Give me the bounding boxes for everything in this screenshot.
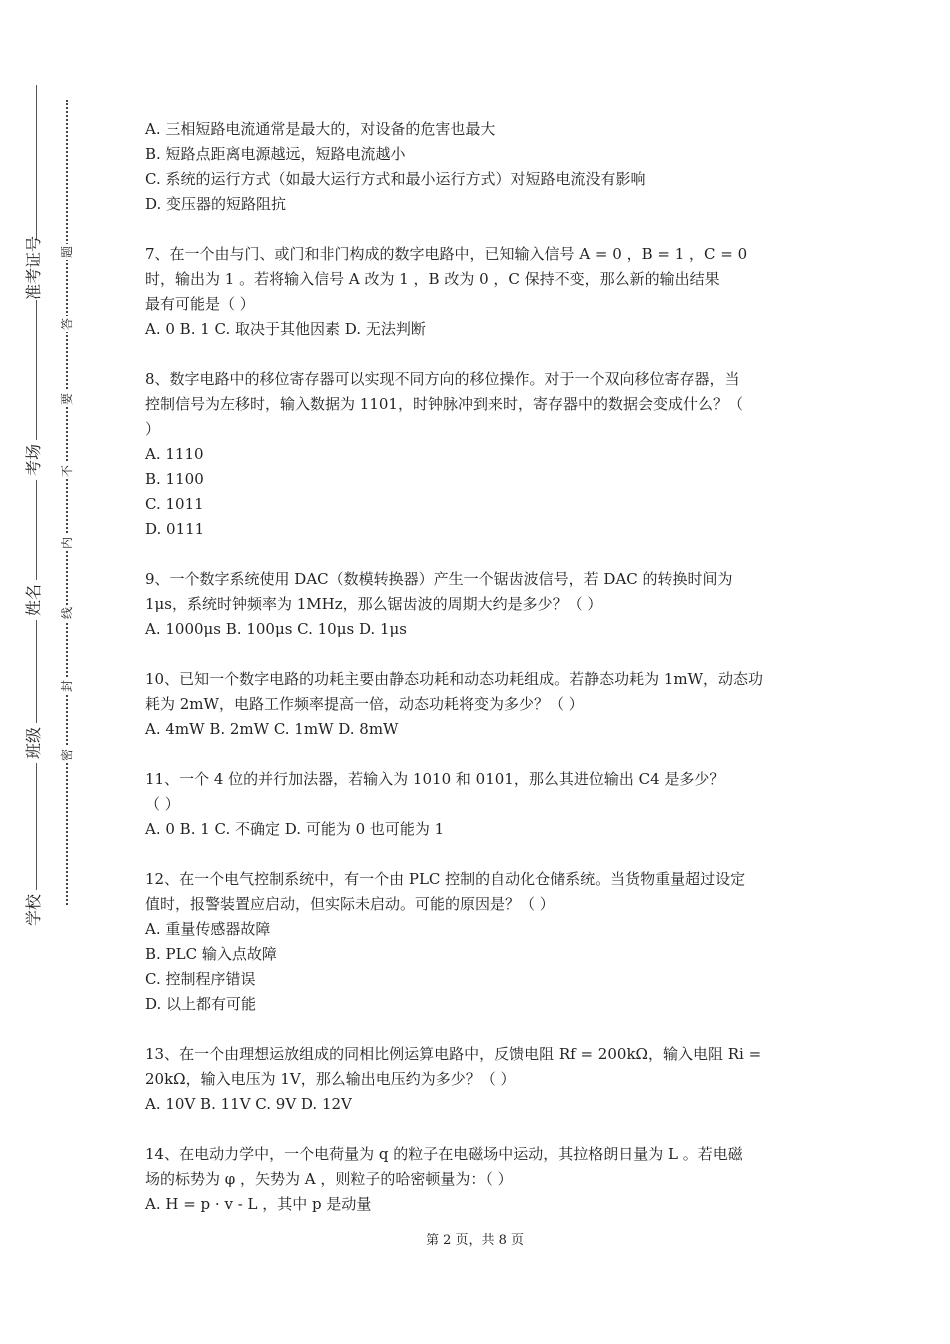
option: C. 控制程序错误: [145, 970, 256, 988]
option: A. 0 B. 1 C. 取决于其他因素 D. 无法判断: [145, 320, 426, 338]
question-text: 场的标势为 φ ，矢势为 A ，则粒子的哈密顿量为：（ ）: [145, 1170, 513, 1188]
name-label: 姓名: [26, 580, 42, 620]
option: A. 1110: [145, 445, 204, 463]
question-text: 值时，报警装置应启动，但实际未启动。可能的原因是？（ ）: [145, 895, 555, 913]
option: A. 三相短路电流通常是最大的，对设备的危害也最大: [145, 120, 496, 138]
option: B. 1100: [145, 470, 204, 488]
exam-room-label: 考场: [26, 440, 42, 480]
school-label: 学校: [26, 890, 42, 930]
question-text: 14、在电动力学中，一个电荷量为 q 的粒子在电磁场中运动，其拉格朗日量为 L 。若电磁: [145, 1145, 743, 1163]
page-number: 第 2 页，共 8 页: [425, 1233, 525, 1248]
binding-line: [36, 85, 37, 925]
option: A. 10V B. 11V C. 9V D. 12V: [145, 1095, 352, 1113]
option: A. 重量传感器故障: [145, 920, 271, 938]
question-text: 8、数字电路中的移位寄存器可以实现不同方向的移位操作。对于一个双向移位寄存器，当: [145, 370, 740, 388]
question-text: 9、一个数字系统使用 DAC（数模转换器）产生一个锯齿波信号，若 DAC 的转换时间为: [145, 570, 733, 588]
option: D. 以上都有可能: [145, 995, 257, 1013]
option: A. 4mW B. 2mW C. 1mW D. 8mW: [145, 720, 399, 738]
seal-dotted-line: [66, 100, 68, 905]
question-text: 7、在一个由与门、或门和非门构成的数字电路中，已知输入信号 A = 0 ，B = 1 ，C = 0: [145, 245, 748, 263]
question-text: （ ）: [145, 795, 180, 813]
question-text: 20kΩ，输入电压为 1V，那么输出电压约为多少？（ ）: [145, 1070, 516, 1088]
question-11: [145, 767, 810, 842]
question-text: 13、在一个由理想运放组成的同相比例运算电路中，反馈电阻 Rf = 200kΩ，输入电阻 Ri =: [145, 1045, 762, 1063]
option: C. 系统的运行方式（如最大运行方式和最小运行方式）对短路电流没有影响: [145, 170, 646, 188]
option: B. 短路点距离电源越远，短路电流越小: [145, 145, 406, 163]
seal-char: 线: [60, 607, 74, 620]
option: D. 0111: [145, 520, 205, 538]
option: A. 0 B. 1 C. 不确定 D. 可能为 0 也可能为 1: [145, 820, 445, 838]
question-text: 10、已知一个数字电路的功耗主要由静态功耗和动态功耗组成。若静态功耗为 1mW，动态功: [145, 670, 764, 688]
seal-char: 封: [60, 680, 74, 693]
question-6-options: [145, 117, 810, 217]
option: C. 1011: [145, 495, 204, 513]
question-text: ）: [145, 420, 161, 438]
seal-char: 答: [60, 318, 74, 331]
question-text: 11、一个 4 位的并行加法器，若输入为 1010 和 0101，那么其进位输出 C4 是多少？: [145, 770, 725, 788]
question-text: 耗为 2mW，电路工作频率提高一倍，动态功耗将变为多少？（ ）: [145, 695, 584, 713]
question-10: [145, 667, 810, 742]
question-13: [145, 1042, 810, 1117]
option: A. 1000μs B. 100μs C. 10μs D. 1μs: [145, 620, 407, 638]
question-text: 控制信号为左移时，输入数据为 1101，时钟脉冲到来时，寄存器中的数据会变成什么？（: [145, 395, 743, 413]
seal-char: 密: [60, 749, 74, 762]
question-8: [145, 367, 810, 542]
seal-char: 题: [60, 246, 74, 259]
seal-char: 内: [60, 537, 74, 550]
exam-number-label: 准考证号: [24, 235, 43, 300]
question-14: [145, 1142, 810, 1217]
question-text: 12、在一个电气控制系统中，有一个由 PLC 控制的自动化仓储系统。当货物重量超过设定: [145, 870, 746, 888]
class-label: 班级: [26, 723, 42, 763]
seal-char: 不: [60, 465, 74, 478]
question-7: [145, 242, 810, 342]
question-12: [145, 867, 810, 1017]
seal-char: 要: [60, 393, 74, 406]
question-text: 1μs，系统时钟频率为 1MHz，那么锯齿波的周期大约是多少？（ ）: [145, 595, 603, 613]
question-list: [145, 117, 810, 1242]
question-9: [145, 567, 810, 642]
question-text: 最有可能是（ ）: [145, 295, 255, 313]
option: A. H = p · v - L ，其中 p 是动量: [145, 1195, 372, 1213]
question-text: 时，输出为 1 。若将输入信号 A 改为 1 ，B 改为 0 ，C 保持不变，那么新的输出结果: [145, 270, 720, 288]
option: B. PLC 输入点故障: [145, 945, 277, 963]
option: D. 变压器的短路阻抗: [145, 195, 287, 213]
